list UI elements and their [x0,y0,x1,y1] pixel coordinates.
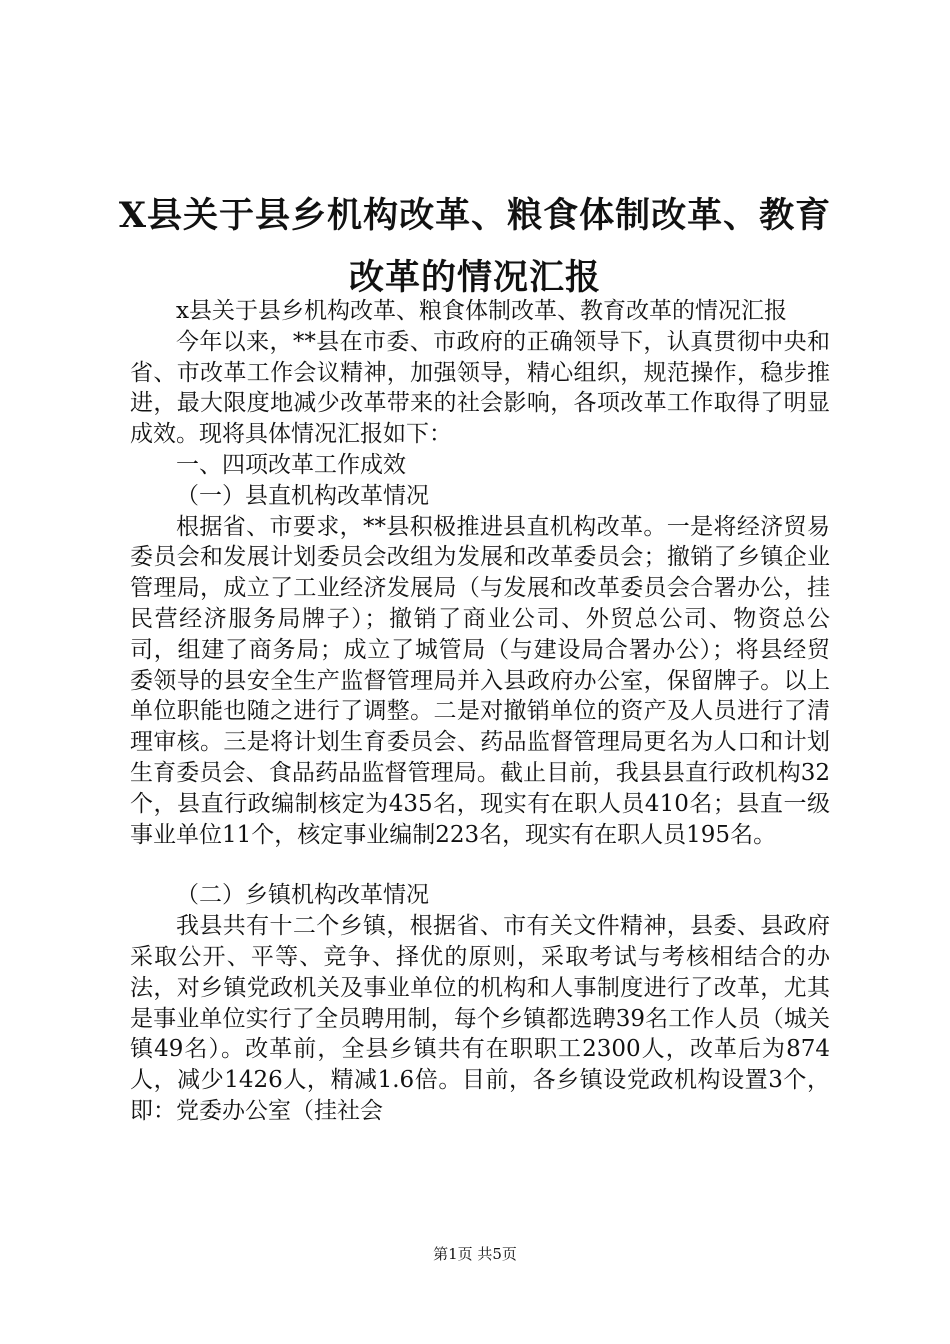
subtitle-paragraph: x县关于县乡机构改革、粮食体制改革、教育改革的情况汇报 [176,298,787,324]
section-heading: 一、四项改革工作成效 [176,451,406,478]
body-paragraph: 根据省、市要求，**县积极推进县直机构改革。一是将经济贸易委员会和发展计划委员会改组为发展和改革委员会；撤销了乡镇企业管理局，成立了工业经济发展局（与发展和改革委员会合署办公，挂民营经济服务局牌子）；撤销了商业公司、外贸总公司、物资总公司，组建了商务局；成立了城管局（与建设局合署办公）；将县经贸委领导的县安全生产监督管理局并入县政府办公室，保留牌子。以上单位职能也随之进行了调整。二是对撤销单位的资产及人员进行了清理审核。三是将计划生育委员会、药品监督管理局更名为人口和计划生育委员会、食品药品监督管理局。截止目前，我县县直行政机构32个，县直行政编制核定为435名，现实有在职人员410名；县直一级事业单位11个，核定事业编制223名，现实有在职人员195名。 [130,513,830,848]
document-body [130,296,830,1127]
subsection-heading: （二）乡镇机构改革情况 [176,882,429,909]
body-paragraph: 我县共有十二个乡镇，根据省、市有关文件精神，县委、县政府采取公开、平等、竞争、择优的原则，采取考试与考核相结合的办法，对乡镇党政机关及事业单位的机构和人事制度进行了改革，尤其是事业单位实行了全员聘用制，每个乡镇都选聘39名工作人员（城关镇49名）。改革前，全县乡镇共有在职职工2300人，改革后为874人，减少1426人，精减1.6倍。目前，各乡镇设党政机构设置3个，即：党委办公室（挂社会 [130,913,830,1124]
subsection-heading: （一）县直机构改革情况 [176,482,429,509]
document-title-line-2: 改革的情况汇报 [348,257,601,298]
document-title-line-1: X县关于县乡机构改革、粮食体制改革、教育 [118,195,832,236]
intro-paragraph: 今年以来，**县在市委、市政府的正确领导下，认真贯彻中央和省、市改革工作会议精神，加强领导，精心组织，规范操作，稳步推进，最大限度地减少改革带来的社会影响，各项改革工作取得了明显成效。现将具体情况汇报如下： [130,328,830,448]
page-number-footer: 第1页 共5页 [433,1245,517,1263]
